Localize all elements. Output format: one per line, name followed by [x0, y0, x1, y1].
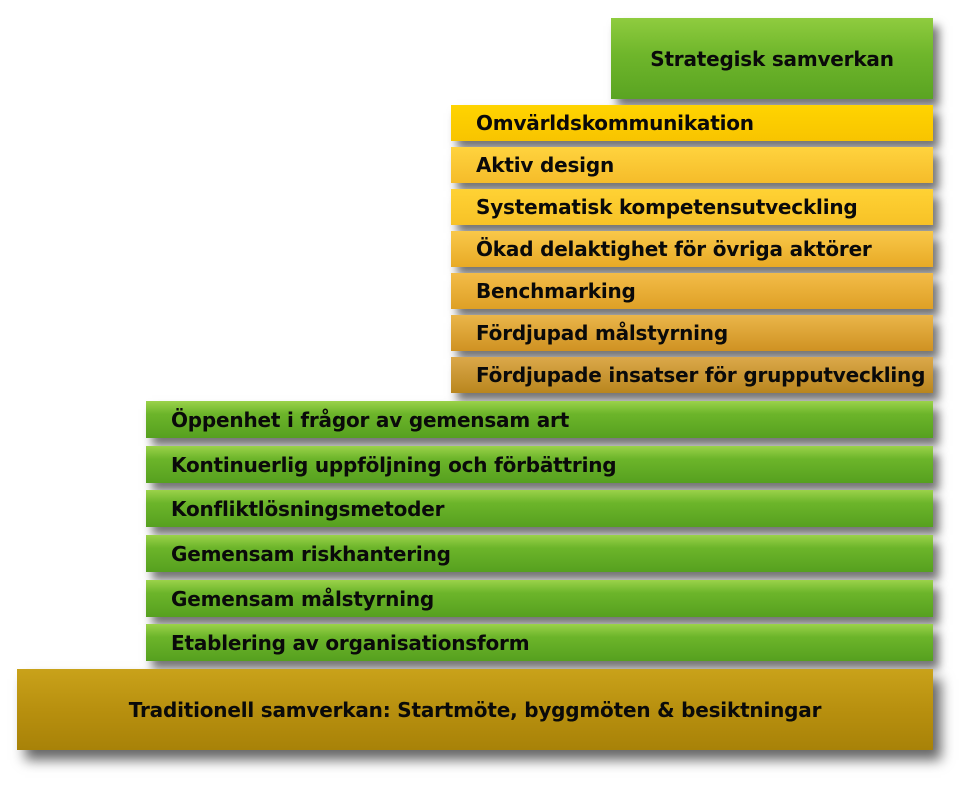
lower-step — [146, 535, 933, 572]
lower-step-label: Konfliktlösningsmetoder — [171, 496, 445, 521]
lower-step — [146, 624, 933, 661]
upper-step — [451, 315, 933, 351]
upper-step-label: Fördjupade insatser för grupputveckling — [476, 363, 926, 387]
lower-step — [146, 490, 933, 527]
lower-step-label: Gemensam riskhantering — [171, 541, 451, 566]
lower-step-label: Öppenhet i frågor av gemensam art — [171, 407, 570, 432]
upper-step-label: Aktiv design — [476, 153, 614, 177]
lower-step — [146, 401, 933, 438]
lower-step-label: Kontinuerlig uppföljning och förbättring — [171, 452, 617, 477]
lower-step — [146, 446, 933, 483]
lower-step — [146, 580, 933, 617]
upper-step — [451, 357, 933, 393]
upper-step-label: Omvärldskommunikation — [476, 111, 754, 135]
upper-step-label: Benchmarking — [476, 279, 636, 303]
strategic-collaboration-label: Strategisk samverkan — [650, 46, 894, 71]
upper-step — [451, 273, 933, 309]
traditional-collaboration-label: Traditionell samverkan: Startmöte, byggmöten & besiktningar — [128, 697, 822, 722]
upper-step — [451, 231, 933, 267]
lower-step-label: Gemensam målstyrning — [171, 586, 435, 611]
upper-step — [451, 189, 933, 225]
strategic-collaboration-block — [611, 18, 933, 99]
upper-step — [451, 147, 933, 183]
upper-step-label: Ökad delaktighet för övriga aktörer — [476, 237, 872, 261]
upper-step — [451, 105, 933, 141]
traditional-collaboration-base — [17, 669, 933, 750]
upper-step-label: Fördjupad målstyrning — [476, 321, 728, 345]
lower-step-label: Etablering av organisationsform — [171, 630, 530, 655]
upper-step-label: Systematisk kompetensutveckling — [476, 195, 858, 219]
